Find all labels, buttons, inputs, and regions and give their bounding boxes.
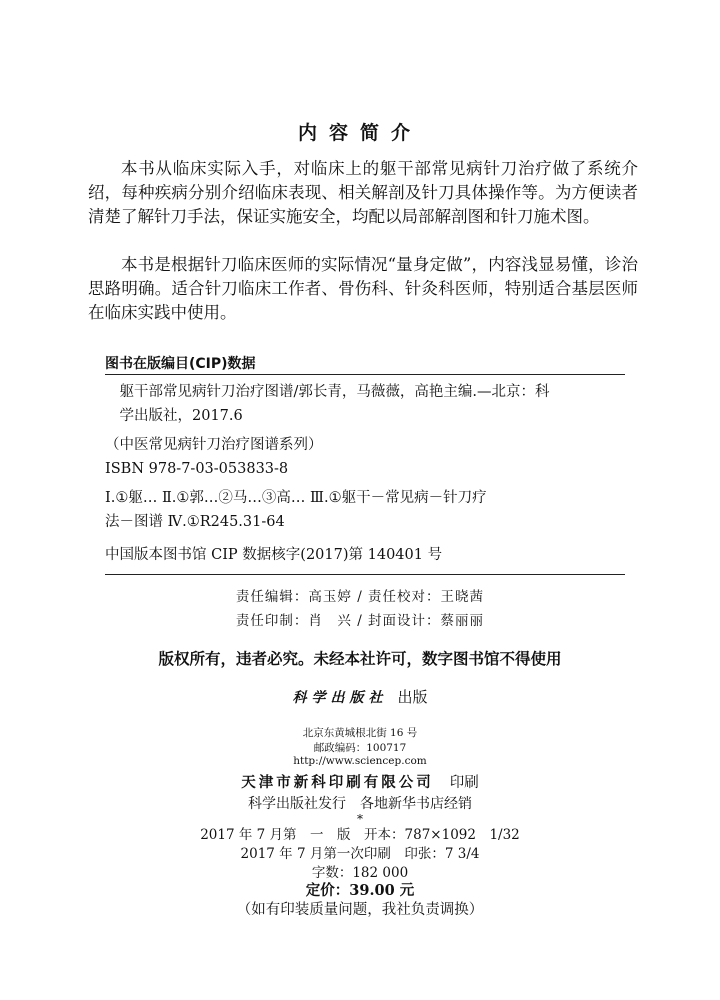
publisher-logo: 科学出版社	[292, 690, 388, 706]
cip-class-line-2: 法－图谱 Ⅳ.①R245.31-64	[105, 514, 285, 530]
publisher-postcode: 邮政编码：100717	[313, 742, 407, 754]
distribution-line: 科学出版社发行 各地新华书店经销	[248, 796, 472, 812]
publisher-line	[0, 686, 720, 707]
printer-suffix: 印刷	[449, 775, 479, 791]
cip-title-line-2: 学出版社，2017.6	[119, 408, 243, 424]
separator-star: *	[357, 812, 363, 826]
copyright-notice: 版权所有，违者必究。未经本社许可，数字图书馆不得使用	[158, 650, 562, 668]
cip-isbn: ISBN 978-7-03-053833-8	[105, 461, 289, 477]
word-count: 字数：182 000	[311, 865, 409, 881]
cip-title-entry	[105, 380, 625, 428]
cip-core-number: 中国版本图书馆 CIP 数据核字(2017)第 140401 号	[105, 547, 443, 563]
cip-heading: 图书在版编目(CIP)数据	[105, 356, 256, 372]
quality-note: （如有印装质量问题，我社负责调换）	[236, 902, 484, 918]
cip-class-line-1: Ⅰ.①躯… Ⅱ.①郭…②马…③高… Ⅲ.①躯干－常见病－针刀疗	[105, 490, 487, 506]
page-title: 内容简介	[297, 122, 422, 144]
edition-line-2: 2017 年 7 月第一次印刷 印张：7 3/4	[240, 846, 480, 862]
cip-title-line-1: 躯干部常见病针刀治疗图谱/郭长青，马薇薇，高艳主编.—北京：科	[119, 384, 550, 400]
edition-line-1: 2017 年 7 月第 一 版 开本：787×1092 1/32	[200, 827, 520, 843]
publisher-address: 北京东黄城根北街 16 号	[302, 727, 418, 739]
printer-name: 天津市新科印刷有限公司	[241, 774, 434, 791]
cip-series-entry	[105, 433, 625, 481]
staff-production: 责任印制：肖 兴 / 封面设计：蔡丽丽	[235, 613, 485, 629]
cip-top-divider	[105, 374, 625, 375]
staff-editors: 责任编辑：高玉婷 / 责任校对：王晓茜	[235, 589, 485, 605]
cip-series: （中医常见病针刀治疗图谱系列）	[105, 437, 323, 453]
publisher-website: http://www.sciencep.com	[293, 755, 427, 767]
intro-paragraph-2: 本书是根据针刀临床医师的实际情况“量身定做”，内容浅显易懂，诊治思路明确。适合针刀临床工作者、骨伤科、针灸科医师，特别适合基层医师在临床实践中使用。	[88, 255, 638, 322]
cip-classification	[105, 486, 625, 534]
printer-line	[0, 771, 720, 792]
cip-bottom-divider	[105, 574, 625, 575]
price: 定价：39.00 元	[305, 882, 415, 899]
intro-paragraph-1: 本书从临床实际入手，对临床上的躯干部常见病针刀治疗做了系统介绍，每种疾病分别介绍临床表现、相关解剖及针刀具体操作等。为方便读者清楚了解针刀手法，保证实施安全，均配以局部解剖图和针刀施术图。	[88, 159, 638, 226]
publisher-suffix: 出版	[397, 688, 428, 706]
